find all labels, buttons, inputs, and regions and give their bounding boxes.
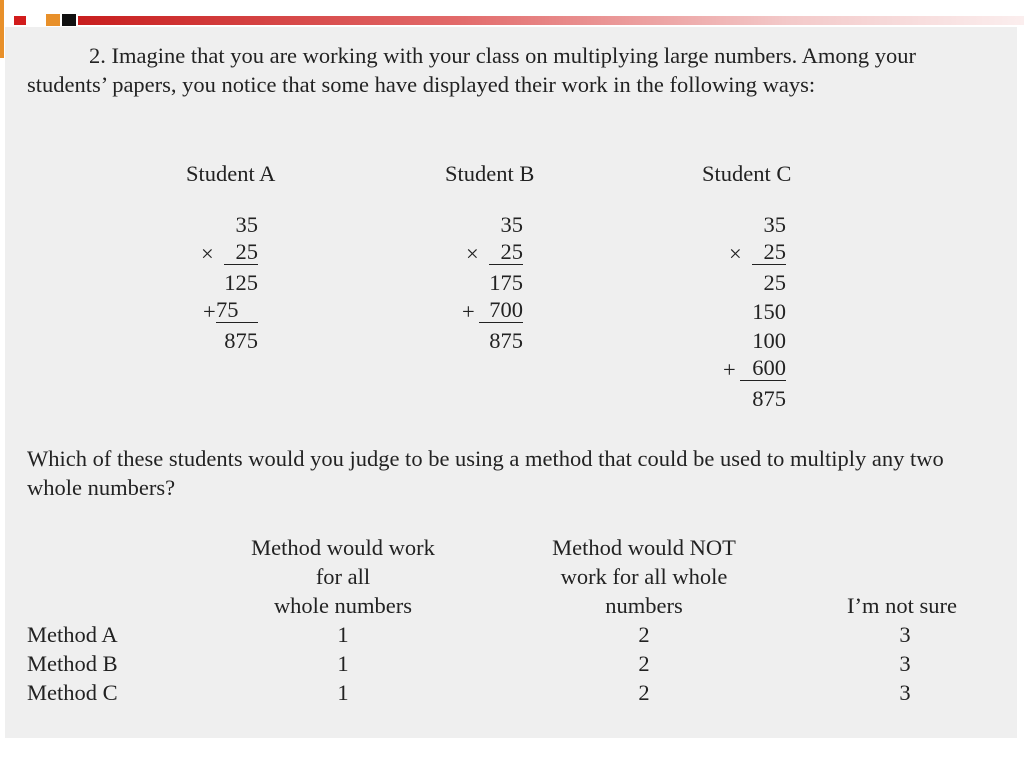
scanned-page	[5, 27, 1017, 738]
work-number: 150	[752, 299, 786, 324]
work-total: 875	[489, 328, 523, 353]
header-works-for-all: Method would work for all whole numbers	[251, 535, 435, 618]
row-label-method-c: Method C	[27, 680, 118, 705]
work-total: 875	[752, 386, 786, 411]
response-table	[27, 533, 1007, 723]
work-number: 25	[752, 239, 786, 265]
times-sign: ×	[466, 241, 479, 266]
question-intro-text: Imagine that you are working with your class on multiplying large numbers. Among your students’ papers, you notice that some have displayed their work in the following ways:	[27, 43, 916, 97]
cell-method-c-not-sure: 3	[899, 680, 911, 705]
work-number: 35	[763, 212, 786, 237]
work-number: 75	[216, 297, 258, 323]
question-number: 2.	[89, 43, 106, 68]
cell-method-b-works: 1	[337, 651, 349, 676]
row-label-method-b: Method B	[27, 651, 118, 676]
work-number: 700	[479, 297, 523, 323]
row-label-method-a: Method A	[27, 622, 118, 647]
left-accent-line	[0, 0, 4, 58]
work-number: 25	[763, 270, 786, 295]
work-number: 600	[740, 355, 786, 381]
student-c-work	[723, 210, 786, 413]
cell-method-a-works: 1	[337, 622, 349, 647]
plus-sign: +	[203, 299, 216, 324]
cell-method-a-not-sure: 3	[899, 622, 911, 647]
work-number: 100	[752, 328, 786, 353]
question-intro	[27, 41, 995, 99]
work-number: 35	[235, 212, 258, 237]
work-number: 25	[489, 239, 523, 265]
cell-method-b-not-work: 2	[638, 651, 650, 676]
header-not-sure: I’m not sure	[847, 593, 957, 618]
orange-square-decoration	[46, 14, 60, 26]
student-a-label: Student A	[186, 161, 276, 186]
work-number: 125	[224, 270, 258, 295]
cell-method-c-works: 1	[337, 680, 349, 705]
cell-method-b-not-sure: 3	[899, 651, 911, 676]
cell-method-c-not-work: 2	[638, 680, 650, 705]
work-number: 175	[489, 270, 523, 295]
work-number: 35	[500, 212, 523, 237]
times-sign: ×	[201, 241, 214, 266]
student-b-label: Student B	[445, 161, 535, 186]
question-prompt: Which of these students would you judge to be using a method that could be used to multiply any two whole numbers?	[27, 446, 944, 500]
title-gradient-bar	[78, 16, 1024, 25]
header-does-not-work: Method would NOT work for all whole numbers	[552, 535, 736, 618]
black-square-decoration	[62, 14, 76, 26]
student-c-label: Student C	[702, 161, 792, 186]
red-square-decoration	[14, 16, 26, 25]
work-total: 875	[224, 328, 258, 353]
student-a-work	[195, 210, 258, 355]
work-number: 25	[224, 239, 258, 265]
student-b-work	[460, 210, 523, 355]
plus-sign: +	[723, 357, 736, 382]
plus-sign: +	[462, 299, 475, 324]
times-sign: ×	[729, 241, 742, 266]
cell-method-a-not-work: 2	[638, 622, 650, 647]
